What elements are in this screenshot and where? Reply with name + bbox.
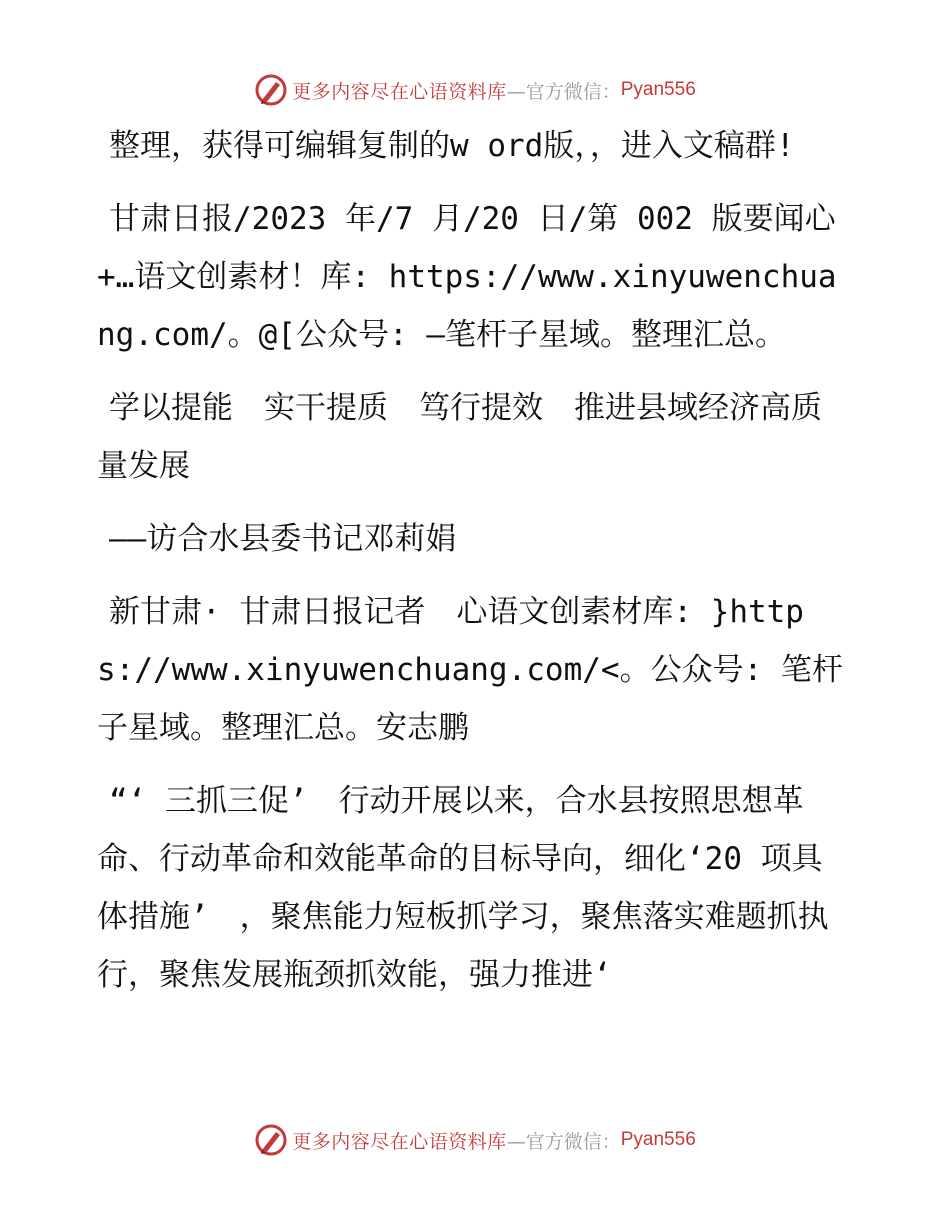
document-body: [97, 117, 852, 1019]
paragraph-intro: 整理，获得可编辑复制的w ord版，，进入文稿群!: [109, 128, 795, 164]
banner-text: 更多内容尽在心语资料库: [292, 80, 507, 103]
banner-text: 更多内容尽在心语资料库: [292, 1130, 507, 1153]
article-body-paragraph: “‘ 三抓三促’ 行动开展以来，合水县按照思想革命、行动革命和效能革命的目标导向，细化‘20 项具体措施’ ，聚焦能力短板抓学习，聚焦落实难题抓执行，聚焦发展瓶颈抓效能，强力推进‘: [97, 783, 829, 993]
banner-separator: —官方微信：: [506, 1130, 621, 1153]
pen-circle-logo-icon: [254, 73, 288, 107]
article-byline: 新甘肃· 甘肃日报记者 心语文创素材库: }https://www.xinyuwenchuang.com/<。公众号: 笔杆子星域。整理汇总。安志鹏: [97, 594, 843, 746]
paragraph-source: 甘肃日报/2023 年/7 月/20 日/第 002 版要闻心+…语文创素材！库: https://www.xinyuwenchuang.com/。@[公众号: —笔杆子星域。整理汇总。: [97, 201, 837, 353]
article-title: 学以提能 实干提质 笃行提效 推进县域经济高质量发展: [97, 390, 822, 484]
pen-circle-logo-icon: [254, 1123, 288, 1157]
header-banner: [0, 70, 950, 110]
footer-banner: [0, 1120, 950, 1160]
banner-separator: —官方微信：: [506, 80, 621, 103]
article-subtitle: ——访合水县委书记邓莉娟: [109, 521, 457, 557]
banner-handle: Pyan556: [620, 79, 696, 100]
banner-handle: Pyan556: [620, 1129, 696, 1150]
